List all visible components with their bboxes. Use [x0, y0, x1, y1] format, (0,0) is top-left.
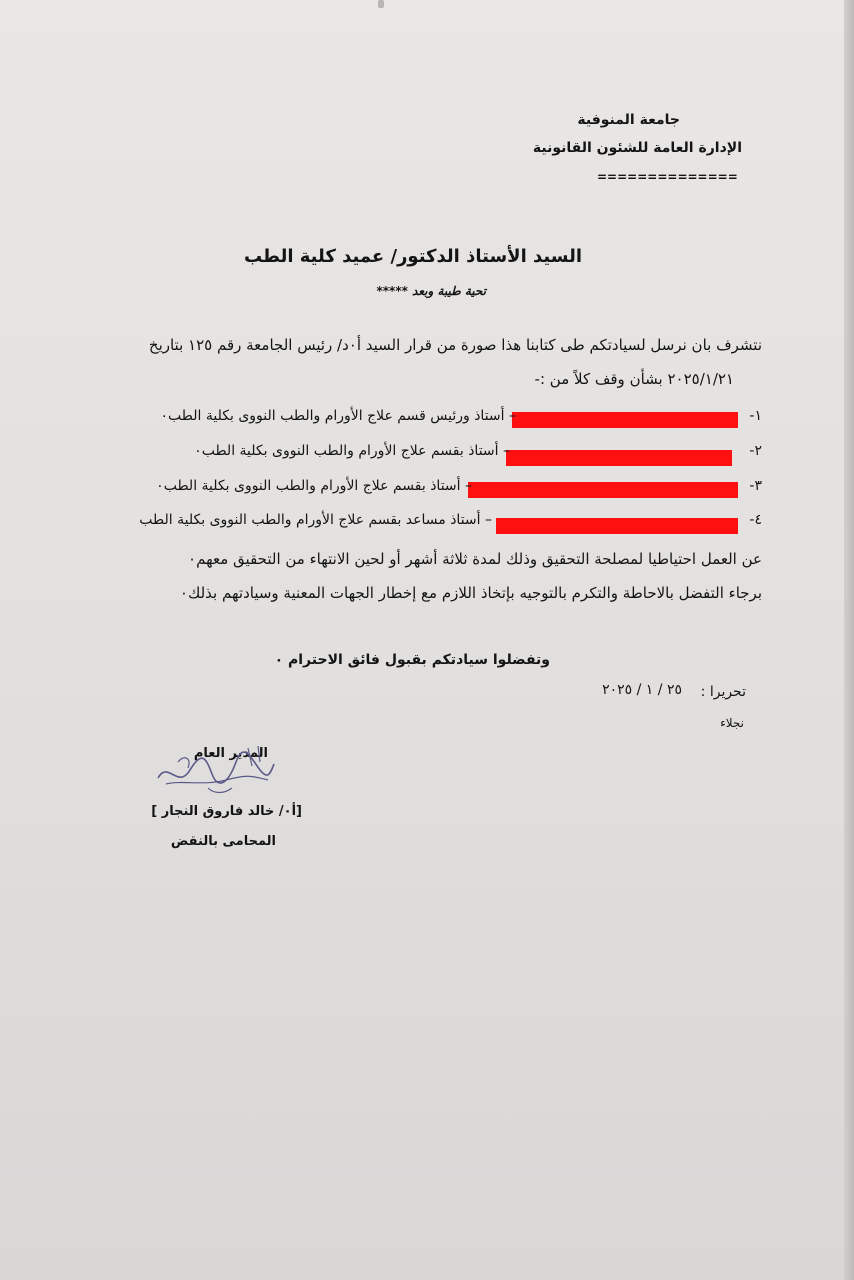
list-item-1-number: ١-: [749, 408, 762, 424]
redaction-bar: [468, 482, 738, 498]
signatory-name: [أ٠/ خالد فاروق النجار ]: [151, 804, 302, 819]
date-value: ٢٥ / ١ / ٢٠٢٥: [602, 682, 682, 698]
list-item-2-number: ٢-: [749, 443, 762, 459]
redaction-bar: [496, 518, 738, 534]
list-item-4-description: – أستاذ مساعد بقسم علاج الأورام والطب النووى بكلية الطب: [139, 512, 492, 528]
signatory-role: المحامى بالنقض: [170, 834, 276, 849]
body-line-2: برجاء التفضل بالاحاطة والتكرم بالتوجيه بإتخاذ اللازم مع إخطار الجهات المعنية وسيادتهم بذلك٠: [179, 584, 762, 602]
list-item-2-description: – أستاذ بقسم علاج الأورام والطب النووى بكلية الطب٠: [194, 443, 510, 459]
department-name: الإدارة العامة للشئون القانونية: [532, 140, 742, 156]
list-item-4-number: ٤-: [749, 512, 762, 528]
list-item-1-description: – أستاذ ورئيس قسم علاج الأورام والطب النووى بكلية الطب٠: [160, 408, 516, 424]
header-separator: ==============: [597, 170, 738, 184]
addressee: السيد الأستاذ الدكتور/ عميد كلية الطب: [243, 246, 582, 267]
signatory-title: المدير العام: [193, 746, 268, 761]
body-line-1: عن العمل احتياطيا لمصلحة التحقيق وذلك لمدة ثلاثة أشهر أو لحين الانتهاء من التحقيق معهم٠: [188, 550, 762, 568]
list-item-3-description: – أستاذ بقسم علاج الأورام والطب النووى بكلية الطب٠: [156, 478, 472, 494]
greeting: تحية طيبة وبعد *****: [376, 284, 486, 298]
clerk-initials: نجلاء: [720, 716, 744, 730]
redaction-bar: [506, 450, 732, 466]
list-item-3-number: ٣-: [749, 478, 762, 494]
page-edge: [844, 0, 854, 1280]
closing-line: وتفضلوا سيادتكم بقبول فائق الاحترام ٠: [274, 652, 550, 668]
intro-line-2: ٢٠٢٥/١/٢١ بشأن وقف كلاً من :-: [534, 370, 734, 388]
redaction-bar: [512, 412, 738, 428]
university-name: جامعة المنوفية: [577, 112, 680, 128]
handwritten-signature: [148, 740, 278, 800]
intro-line-1: نتشرف بان نرسل لسيادتكم طى كتابنا هذا صورة من قرار السيد أ٠د/ رئيس الجامعة رقم ١٢٥ بتاريخ: [148, 336, 762, 354]
date-label: تحريرا :: [700, 684, 746, 700]
staple-mark: [378, 0, 384, 8]
